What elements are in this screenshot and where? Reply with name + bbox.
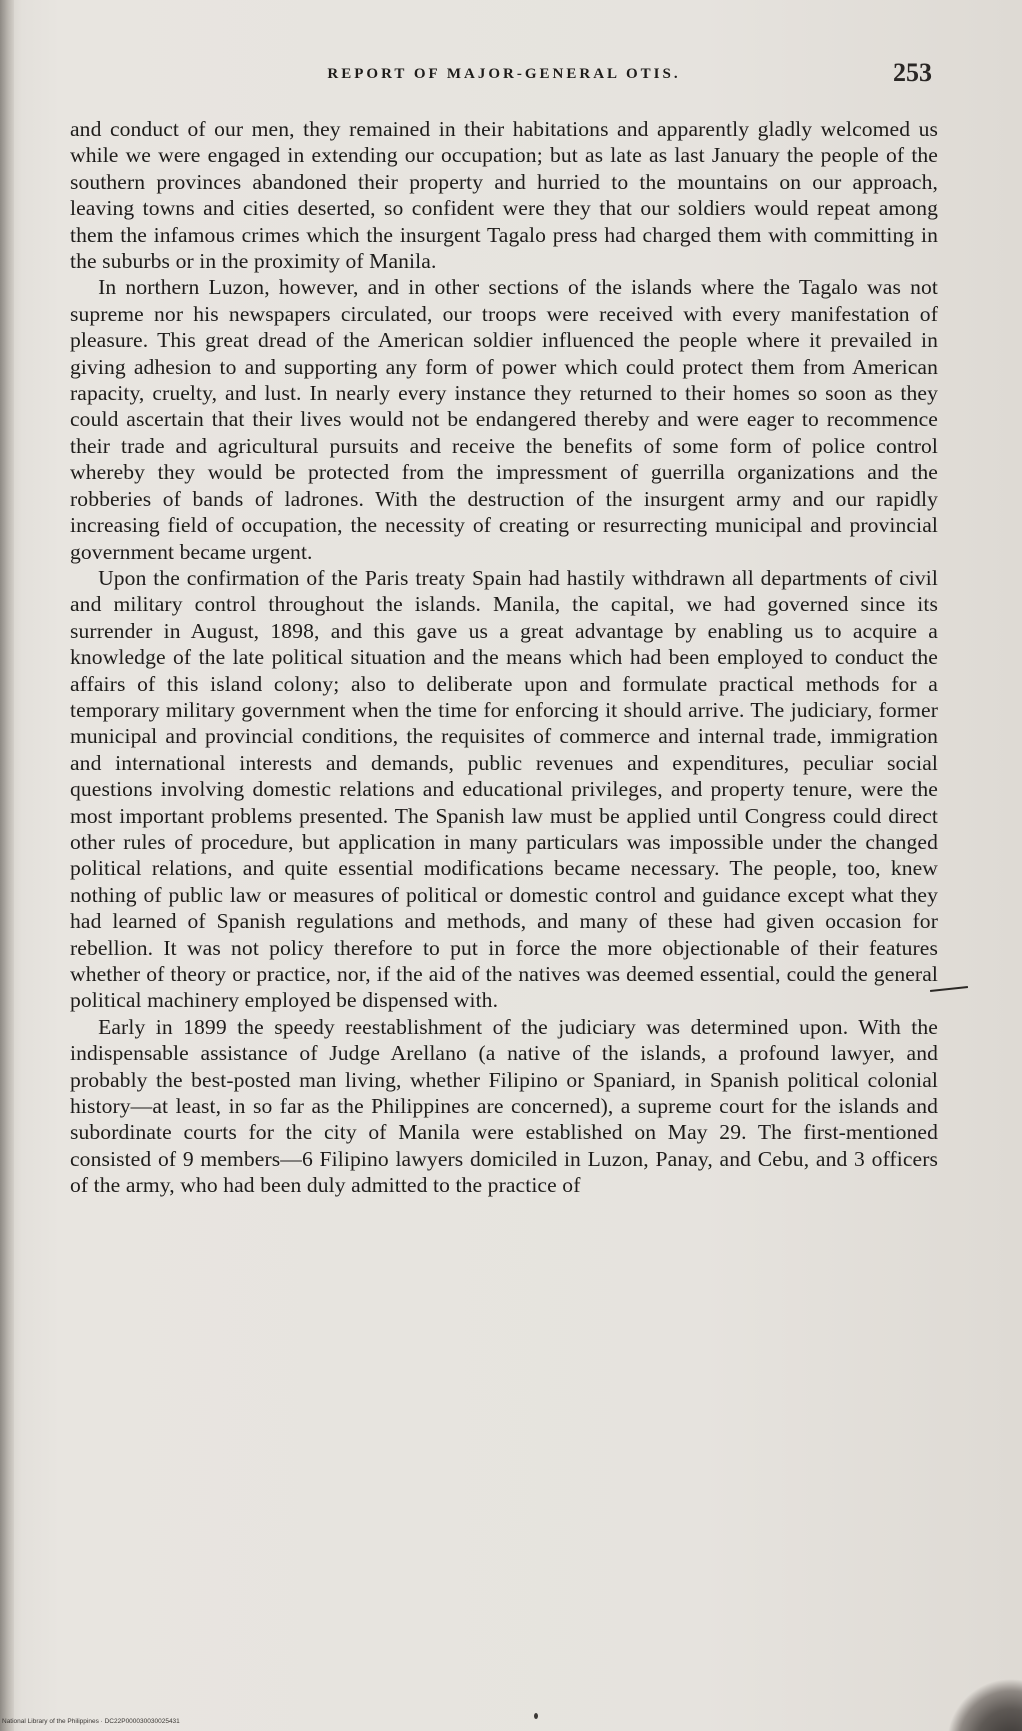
- scan-credit-line: National Library of the Philippines · DC22P000030030025431: [2, 1718, 180, 1725]
- paragraph-4: Early in 1899 the speedy reestablishment of the judiciary was determined upon. With the indispensable assistance of Judge Arellano (a native of the islands, a profound lawyer, and probably the best-posted man living, whether Filipino or Spaniard, in Spanish political colonial history—at least, in so far as the Philippines are concerned), a supreme court for the islands and subordinate courts for the city of Manila were established on May 29. The first-mentioned consisted of 9 members—6 Filipino lawyers domiciled in Luzon, Panay, and Cebu, and 3 officers of the army, who had been duly admitted to the practice of: [70, 1014, 938, 1198]
- paragraph-2: In northern Luzon, however, and in other sections of the islands where the Tagalo was not supreme nor his newspapers circulated, our troops were received with every manifestation of pleasure. This great dread of the American soldier influenced the people where it prevailed in giving adhesion to and supporting any form of power which could protect them from American rapacity, cruelty, and lust. In nearly every instance they returned to their homes so soon as they could ascertain that their lives would not be endangered thereby and were eager to recommence their trade and agricultural pursuits and receive the benefits of some form of police control whereby they would be protected from the impressment of guerrilla organizations and the robberies of bands of ladrones. With the destruction of the insurgent army and our rapidly increasing field of occupation, the necessity of creating or resurrecting municipal and provincial government became urgent.: [70, 275, 938, 564]
- running-title: REPORT OF MAJOR-GENERAL OTIS.: [327, 66, 681, 82]
- corner-thumb-shadow: [912, 1671, 1022, 1731]
- paragraph-1: and conduct of our men, they remained in their habitations and apparently gladly welcomed us while we were engaged in extending our occupation; but as late as last January the people of the southern provinces abandoned their property and hurried to the mountains on our approach, leaving towns and cities deserted, so confident were they that our soldiers would repeat among them the infamous crimes which the insurgent Tagalo press had charged them with committing in the suburbs or in the proximity of Manila.: [70, 117, 938, 274]
- page-number: 253: [893, 58, 932, 87]
- ink-speck: [534, 1713, 538, 1719]
- body-text: [70, 116, 938, 1199]
- book-page: [70, 52, 938, 1199]
- running-header: [70, 52, 938, 96]
- page-binding-edge: [0, 0, 14, 1731]
- paragraph-3: Upon the confirmation of the Paris treaty Spain had hastily withdrawn all departments of civil and military control throughout the islands. Manila, the capital, we had governed since its surrender in August, 1898, and this gave us a great advantage by enabling us to acquire a knowledge of the late political situation and the means which had been employed to conduct the affairs of this island colony; also to deliberate upon and formulate practical methods for a temporary military government when the time for enforcing it should arrive. The judiciary, former municipal and provincial conditions, the requisites of commerce and internal trade, immigration and international interests and demands, public revenues and expenditures, peculiar social questions involving domestic relations and educational privileges, and property tenure, were the most important problems presented. The Spanish law must be applied until Congress could direct other rules of procedure, but application in many particulars was impossible under the changed political relations, and quite essential modifications became necessary. The people, too, knew nothing of public law or measures of political or domestic control and guidance except what they had learned of Spanish regulations and methods, and many of these had given occasion for rebellion. It was not policy therefore to put in force the more objectionable of their features whether of theory or practice, nor, if the aid of the natives was deemed essential, could the general political machinery employed be dispensed with.: [70, 565, 938, 1013]
